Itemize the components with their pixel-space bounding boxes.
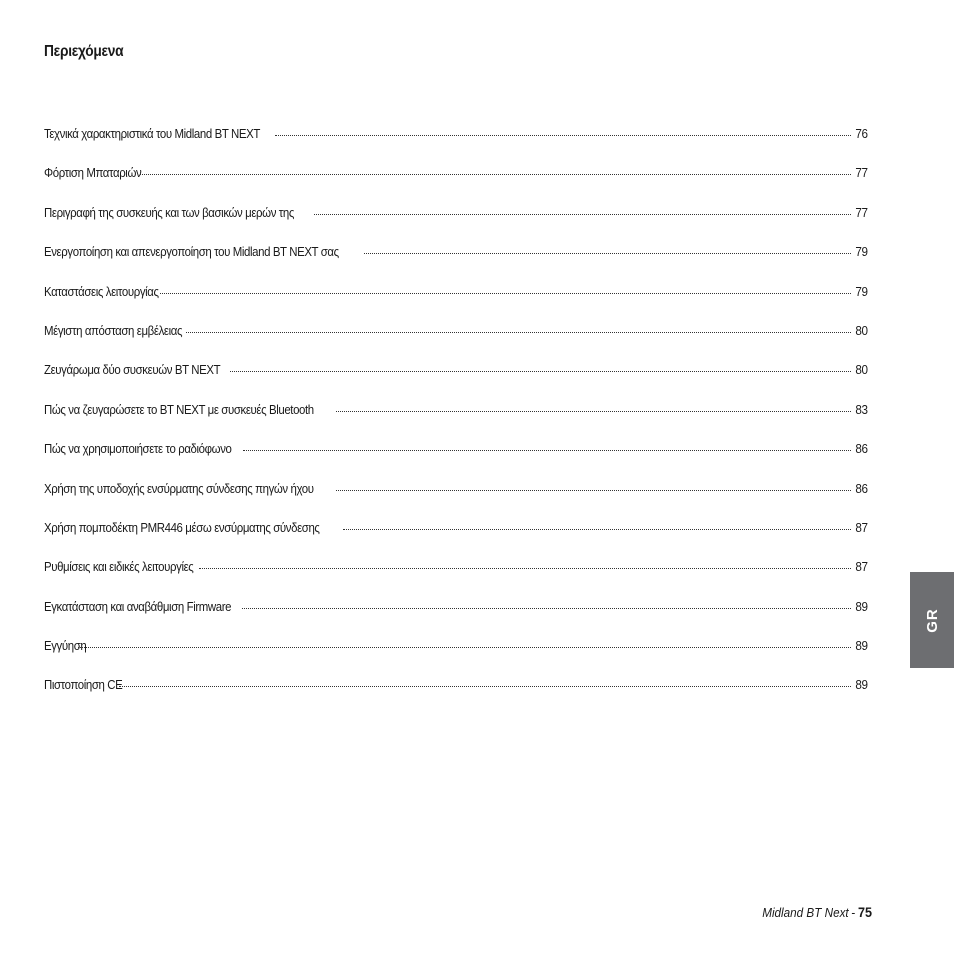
page-footer	[762, 904, 872, 920]
toc-entry[interactable]	[44, 479, 868, 518]
toc-entry-page: 77	[855, 204, 868, 220]
toc-entry[interactable]	[44, 675, 868, 714]
language-tab	[910, 572, 954, 668]
footer-page-number: 75	[857, 904, 872, 920]
toc-entry-title: Καταστάσεις λειτουργίας	[44, 283, 159, 299]
toc-entry-page: 89	[855, 598, 868, 614]
toc-entry[interactable]	[44, 124, 868, 163]
toc-entry-page: 89	[855, 638, 868, 654]
toc-dot-leader	[140, 164, 851, 175]
toc-entry[interactable]	[44, 518, 868, 557]
toc-dot-leader	[364, 243, 851, 254]
toc-entry[interactable]	[44, 557, 868, 596]
toc-entry-title: Εγγύηση	[44, 638, 87, 654]
toc-entry-title: Πώς να χρησιμοποιήσετε το ραδιόφωνο	[44, 441, 232, 457]
toc-entry[interactable]	[44, 360, 868, 399]
toc-entry-title: Ρυθμίσεις και ειδικές λειτουργίες	[44, 559, 194, 575]
toc-dot-leader	[186, 322, 851, 333]
toc-entry-page: 80	[855, 362, 868, 378]
toc-entry-title: Πώς να ζευγαρώσετε το BT NEXT με συσκευές Bluetooth	[44, 401, 314, 417]
toc-entry-page: 86	[855, 480, 868, 496]
toc-entry[interactable]	[44, 163, 868, 202]
table-of-contents	[44, 124, 868, 715]
toc-entry-title: Ζευγάρωμα δύο συσκευών BT NEXT	[44, 362, 221, 378]
toc-entry-page: 86	[855, 441, 868, 457]
toc-entry-page: 79	[855, 244, 868, 260]
footer-separator: -	[851, 905, 856, 920]
toc-dot-leader	[119, 676, 852, 687]
toc-dot-leader	[343, 519, 852, 530]
toc-dot-leader	[336, 401, 851, 412]
toc-entry-page: 79	[855, 283, 868, 299]
footer-brand: Midland BT Next	[762, 905, 849, 920]
page-title: Περιεχόμενα	[44, 43, 124, 60]
toc-entry-page: 77	[855, 165, 868, 181]
language-tab-label: GR	[923, 607, 941, 633]
toc-entry-page: 80	[855, 322, 868, 338]
toc-entry[interactable]	[44, 282, 868, 321]
toc-dot-leader	[230, 361, 852, 372]
toc-dot-leader	[78, 637, 852, 648]
toc-entry-page: 83	[855, 401, 868, 417]
toc-entry-page: 87	[855, 519, 868, 535]
toc-entry-title: Περιγραφή της συσκευής και των βασικών μερών της	[44, 204, 295, 220]
toc-entry-page: 89	[855, 677, 868, 693]
toc-entry-title: Ενεργοποίηση και απενεργοποίηση του Midland BT NEXT σας	[44, 244, 339, 260]
toc-entry[interactable]	[44, 400, 868, 439]
toc-entry-title: Εγκατάσταση και αναβάθμιση Firmware	[44, 598, 232, 614]
toc-dot-leader	[314, 204, 852, 215]
toc-dot-leader	[199, 558, 851, 569]
toc-entry-page: 87	[855, 559, 868, 575]
toc-dot-leader	[243, 440, 852, 451]
toc-entry[interactable]	[44, 597, 868, 636]
toc-entry[interactable]	[44, 242, 868, 281]
toc-dot-leader	[160, 283, 852, 294]
toc-entry[interactable]	[44, 636, 868, 675]
toc-entry-title: Μέγιστη απόσταση εμβέλειας	[44, 322, 183, 338]
toc-entry[interactable]	[44, 321, 868, 360]
toc-dot-leader	[336, 480, 851, 491]
toc-dot-leader	[242, 598, 851, 609]
toc-entry[interactable]	[44, 439, 868, 478]
toc-entry-page: 76	[855, 126, 868, 141]
toc-entry-title: Πιστοποίηση CE	[44, 677, 123, 693]
toc-entry-title: Χρήση πομποδέκτη PMR446 μέσω ενσύρματης σύνδεσης	[44, 519, 320, 535]
toc-entry-title: Φόρτιση Μπαταριών	[44, 165, 142, 181]
toc-entry[interactable]	[44, 203, 868, 242]
toc-dot-leader	[275, 125, 851, 136]
toc-entry-title: Τεχνικά χαρακτηριστικά του Midland BT NEXT	[44, 126, 260, 141]
toc-entry-title: Χρήση της υποδοχής ενσύρματης σύνδεσης πηγών ήχου	[44, 480, 314, 496]
